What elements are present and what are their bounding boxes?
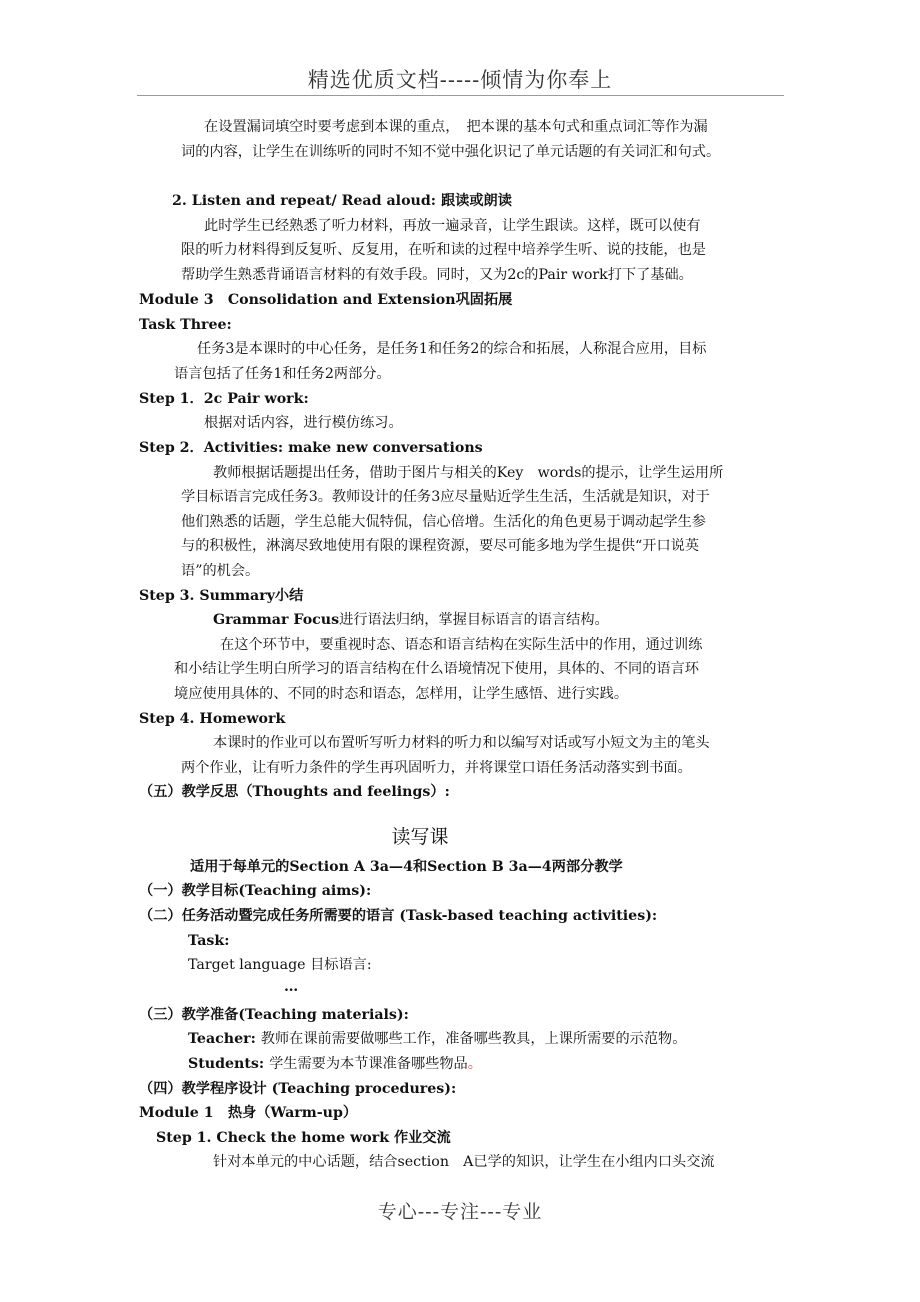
text-line: 针对本单元的中心话题，结合section A已学的知识，让学生在小组内口头交流: [213, 1154, 715, 1170]
text-line: 与的积极性，淋漓尽致地使用有限的课程资源，要尽可能多地为学生提供“开口说英: [181, 538, 700, 554]
header-rule: [137, 95, 784, 96]
text-line: Task Three:: [139, 317, 232, 333]
text-line: 在这个环节中，要重视时态、语态和语言结构在实际生活中的作用，通过训练: [220, 637, 703, 653]
text-line: 境应使用具体的、不同的时态和语态，怎样用，让学生感悟、进行实践。: [174, 686, 629, 702]
text-line: 根据对话内容，进行模仿练习。: [204, 415, 403, 431]
text-line: （一）教学目标(Teaching aims):: [139, 883, 372, 899]
text-line: 学目标语言完成任务3。教师设计的任务3应尽量贴近学生生活，生活就是知识，对于: [181, 489, 710, 505]
text-line: 限的听力材料得到反复听、反复用，在听和读的过程中培养学生听、说的技能，也是: [181, 242, 706, 258]
text-line: Step 4. Homework: [139, 711, 286, 727]
red-mark: 。: [467, 1056, 482, 1072]
text-line: （五）教学反思（Thoughts and feelings）:: [139, 784, 450, 800]
text-line: …: [284, 979, 299, 995]
text-line: 和小结让学生明白所学习的语言结构在什么语境情况下使用，具体的、不同的语言环: [174, 661, 699, 677]
text-line: （四）教学程序设计 (Teaching procedures):: [139, 1081, 457, 1097]
text-line: 本课时的作业可以布置听写听力材料的听力和以编写对话或写小短文为主的笔头: [213, 735, 710, 751]
text-line: 任务3是本课时的中心任务，是任务1和任务2的综合和拓展，人称混合应用，目标: [197, 341, 707, 357]
text-line: 帮助学生熟悉背诵语言材料的有效手段。同时，又为2c的Pair work打下了基础。: [181, 267, 693, 283]
line-text: 学生需要为本节课准备哪些物品: [269, 1056, 468, 1072]
text-line: Step 3. Summary小结: [139, 588, 304, 604]
bold-label: Students:: [188, 1056, 270, 1072]
text-line: Task:: [188, 933, 230, 949]
section-title: 读写课: [391, 826, 449, 848]
text-line: 词的内容，让学生在训练听的同时不知不觉中强化识记了单元话题的有关词汇和句式。: [181, 144, 721, 160]
text-line: 他们熟悉的话题，学生总能大侃特侃，信心倍增。生活化的角色更易于调动起学生参: [181, 514, 706, 530]
text-line: Step 1．2c Pair work:: [139, 391, 309, 407]
text-line: 2. Listen and repeat/ Read aloud: 跟读或朗读: [172, 193, 512, 209]
bold-label: Teacher:: [188, 1031, 261, 1047]
text-line: Module 3 Consolidation and Extension巩固拓展: [139, 292, 513, 308]
text-line: [213, 611, 609, 629]
text-line: [188, 1030, 686, 1048]
text-line: 教师根据话题提出任务，借助于图片与相关的Key words的提示，让学生运用所: [213, 465, 724, 481]
text-line: 两个作业，让有听力条件的学生再巩固听力，并将课堂口语任务活动落实到书面。: [181, 760, 692, 776]
text-line: Module 1 热身（Warm-up）: [139, 1105, 358, 1121]
text-line: （二）任务活动暨完成任务所需要的语言 (Task-based teaching activities):: [139, 908, 658, 924]
text-line: Target language 目标语言:: [188, 957, 372, 973]
page-header: 精选优质文档-----倾情为你奉上: [307, 68, 613, 92]
text-line: 在设置漏词填空时要考虑到本课的重点， 把本课的基本句式和重点词汇等作为漏: [204, 119, 708, 135]
text-line: Step 1. Check the home work 作业交流: [156, 1130, 451, 1146]
text-line: （三）教学准备(Teaching materials):: [139, 1007, 409, 1023]
bold-label: Grammar Focus: [213, 612, 340, 628]
text-line: 此时学生已经熟悉了听力材料，再放一遍录音，让学生跟读。这样，既可以使有: [204, 218, 701, 234]
text-line: [188, 1055, 482, 1073]
text-line: 语”的机会。: [181, 563, 260, 579]
text-line: 适用于每单元的Section A 3a—4和Section B 3a—4两部分教学: [190, 859, 623, 875]
page-footer: 专心---专注---专业: [377, 1201, 543, 1223]
text-line: Step 2．Activities: make new conversations: [139, 440, 483, 456]
text-line: 语言包括了任务1和任务2两部分。: [174, 366, 391, 382]
line-text: 进行语法归纳，掌握目标语言的语言结构。: [339, 612, 609, 628]
line-text: 教师在课前需要做哪些工作，准备哪些教具，上课所需要的示范物。: [260, 1031, 687, 1047]
